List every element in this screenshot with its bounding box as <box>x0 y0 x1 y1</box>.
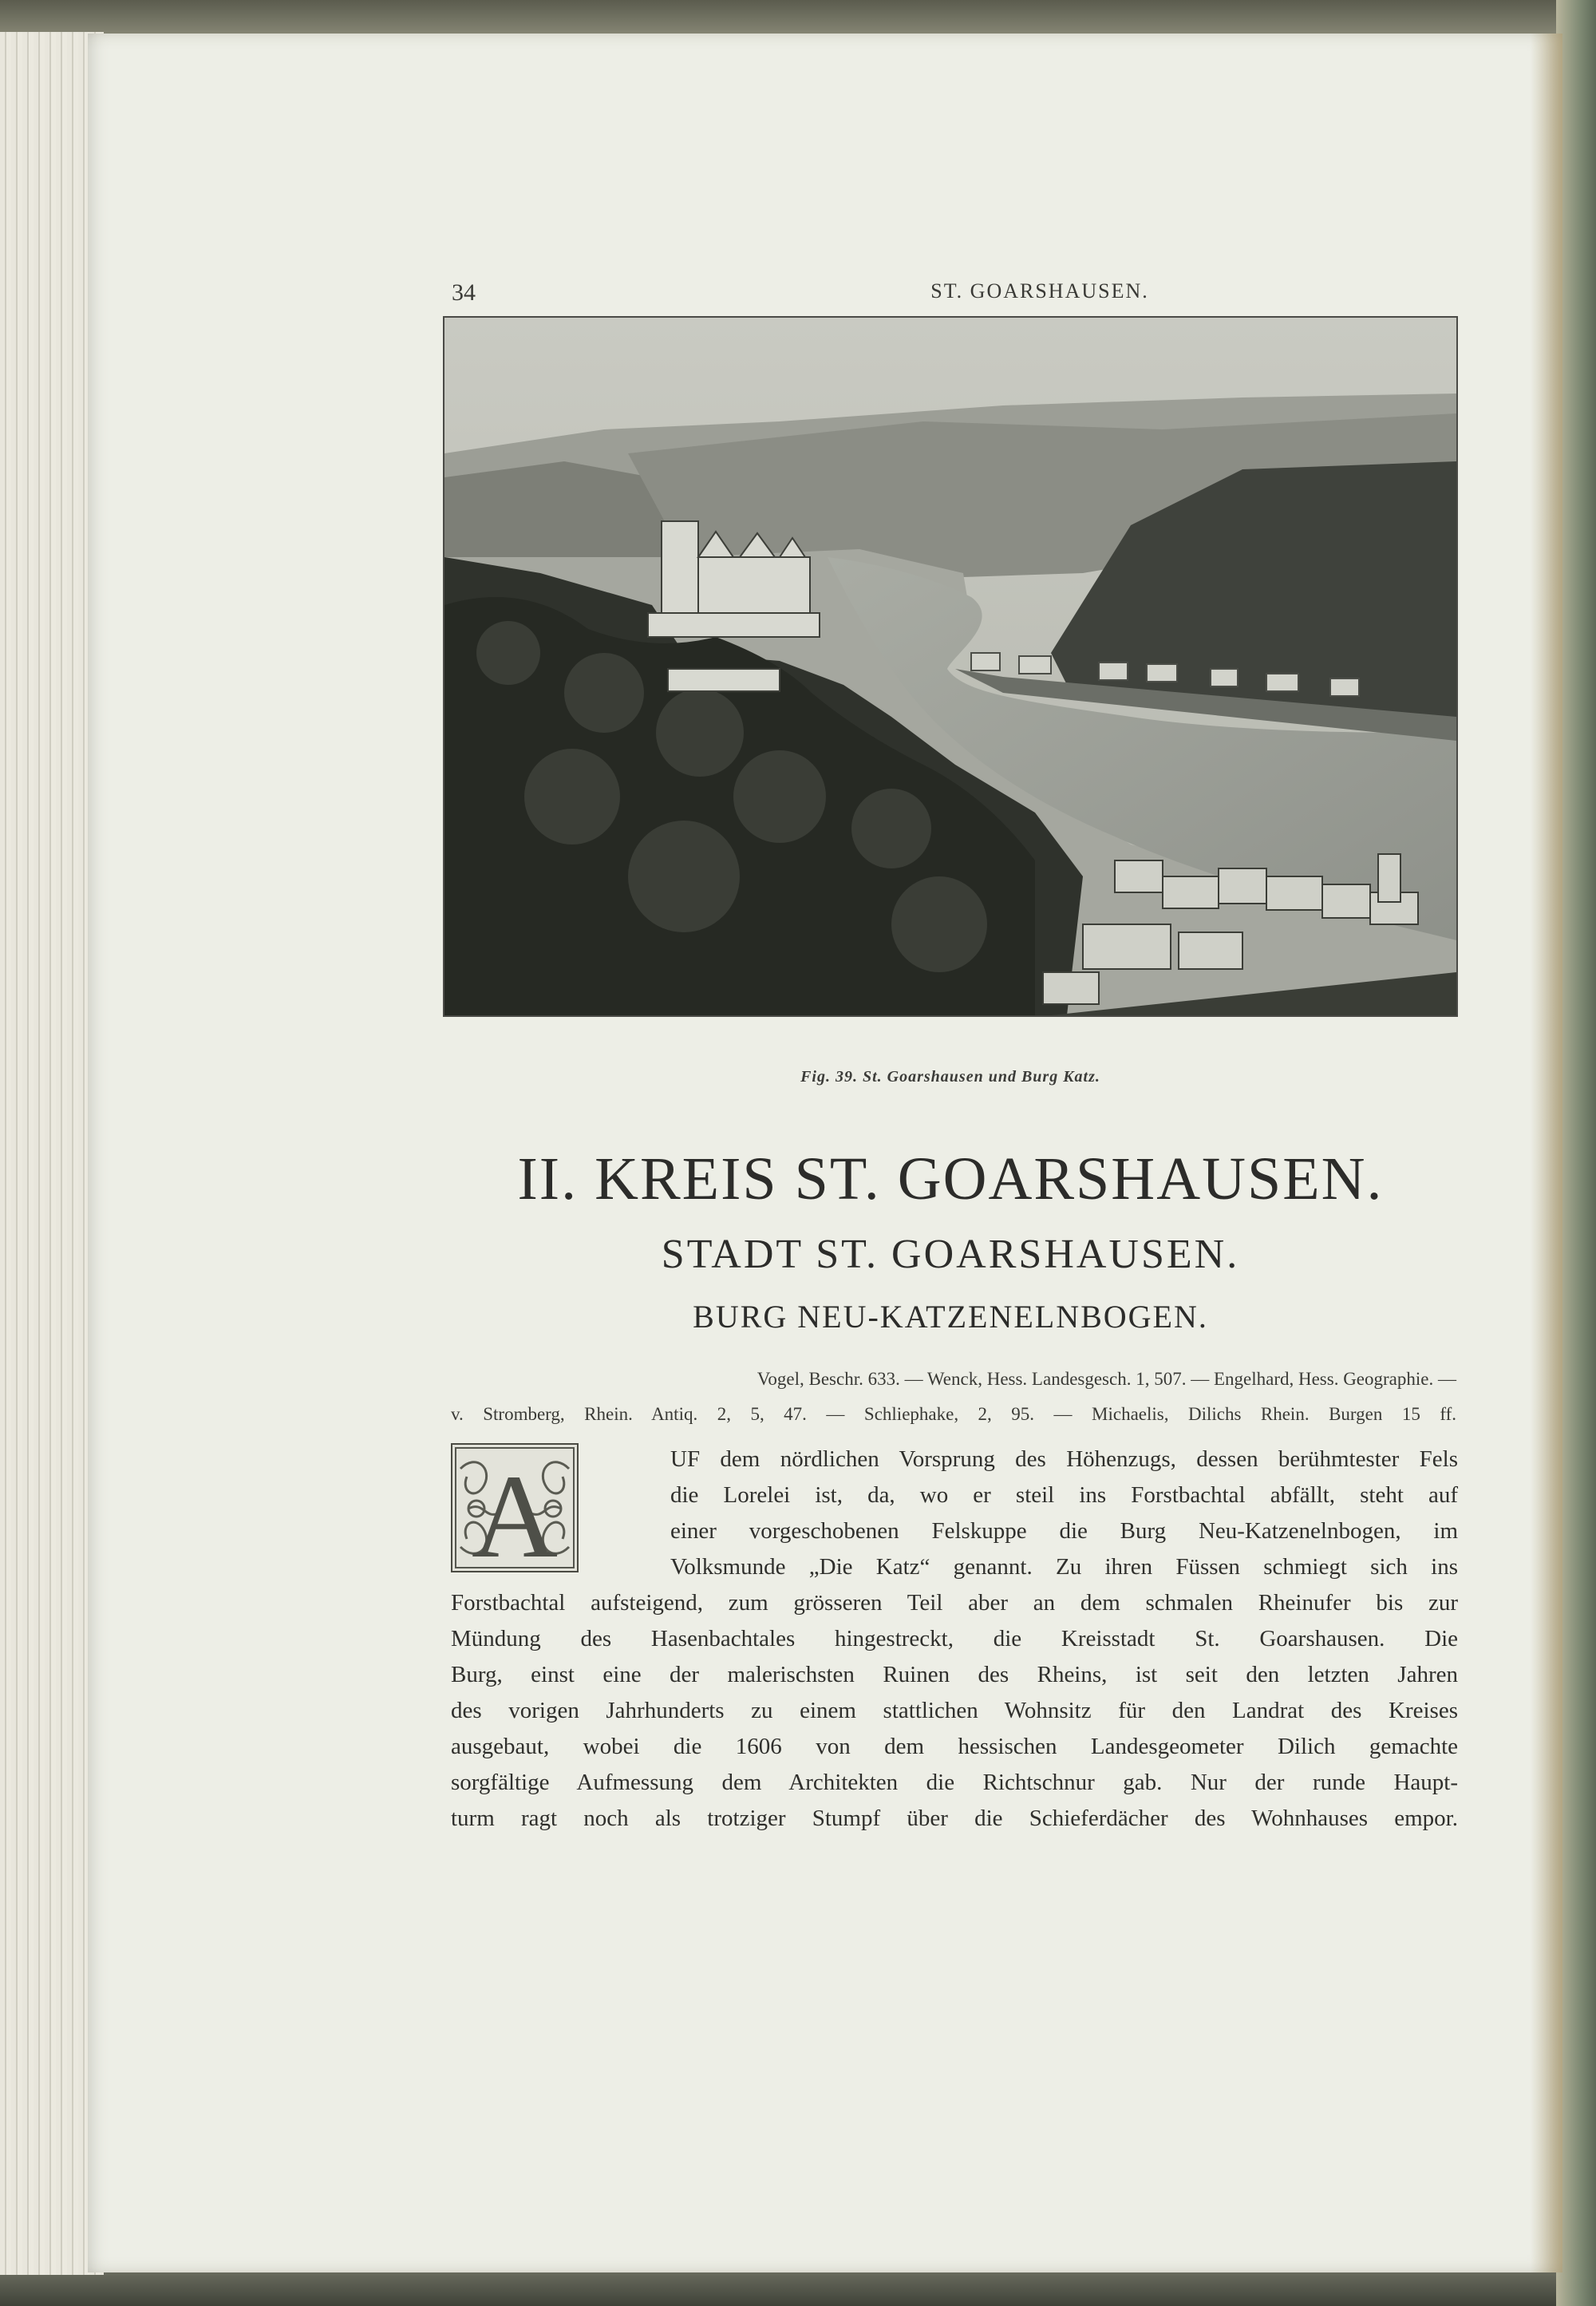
text-line: UF dem nördlichen Vorsprung des Höhenzugs, dessen berühmtester Fels <box>670 1446 1458 1472</box>
initial-letter: A <box>471 1450 559 1571</box>
text-line: ausgebaut, wobei die 1606 von dem hessischen Landesgeometer Dilich gemachte <box>451 1734 1458 1759</box>
book-page <box>88 34 1562 2272</box>
section-heading: STADT ST. GOARSHAUSEN. <box>661 1232 1240 1277</box>
book-cover-top <box>0 0 1596 38</box>
landscape-photo <box>444 318 1456 1015</box>
page-number: 34 <box>452 279 476 306</box>
text-line: sorgfältige Aufmessung dem Architekten die Richtschnur gab. Nur der runde Haupt- <box>451 1770 1458 1795</box>
subsection-heading: BURG NEU-KATZENELNBOGEN. <box>693 1299 1208 1335</box>
book-cover-bottom <box>0 2268 1596 2306</box>
figure-photograph <box>443 316 1458 1017</box>
text-line: einer vorgeschobenen Felskuppe die Burg Neu-Katzenelnbogen, im <box>670 1518 1458 1544</box>
text-line: Forstbachtal aufsteigend, zum grösseren Teil aber an dem schmalen Rheinufer bis zur <box>451 1590 1458 1616</box>
text-line: des vorigen Jahrhunderts zu einem stattlichen Wohnsitz für den Landrat des Kreises <box>451 1698 1458 1723</box>
decorated-initial <box>451 1443 579 1572</box>
chapter-heading: II. KREIS ST. GOARSHAUSEN. <box>517 1145 1384 1212</box>
figure-caption: Fig. 39. St. Goarshausen und Burg Katz. <box>800 1068 1100 1086</box>
running-header <box>88 279 1562 311</box>
reference-line: Vogel, Beschr. 633. — Wenck, Hess. Landesgesch. 1, 507. — Engelhard, Hess. Geographie. — <box>757 1369 1456 1389</box>
text-line: turm ragt noch als trotziger Stumpf über die Schieferdächer des Wohnhauses empor. <box>451 1806 1458 1831</box>
text-line: Burg, einst eine der malerischsten Ruinen des Rheins, ist seit den letzten Jahren <box>451 1662 1458 1687</box>
reference-line: v. Stromberg, Rhein. Antiq. 2, 5, 47. — Schliephake, 2, 95. — Michaelis, Dilichs Rhein. Burgen 15 ff. <box>451 1404 1456 1424</box>
page-gutter <box>1531 34 1562 2272</box>
ornament-initial-a <box>452 1445 577 1571</box>
text-line: Volksmunde „Die Katz“ genannt. Zu ihren Füssen schmiegt sich ins <box>670 1554 1458 1580</box>
running-title: ST. GOARSHAUSEN. <box>930 279 1149 303</box>
text-line: die Lorelei ist, da, wo er steil ins Forstbachtal abfällt, steht auf <box>670 1482 1458 1508</box>
bibliography-references <box>451 1362 1456 1432</box>
text-line: Mündung des Hasenbachtales hingestreckt, die Kreisstadt St. Goarshausen. Die <box>451 1626 1458 1651</box>
